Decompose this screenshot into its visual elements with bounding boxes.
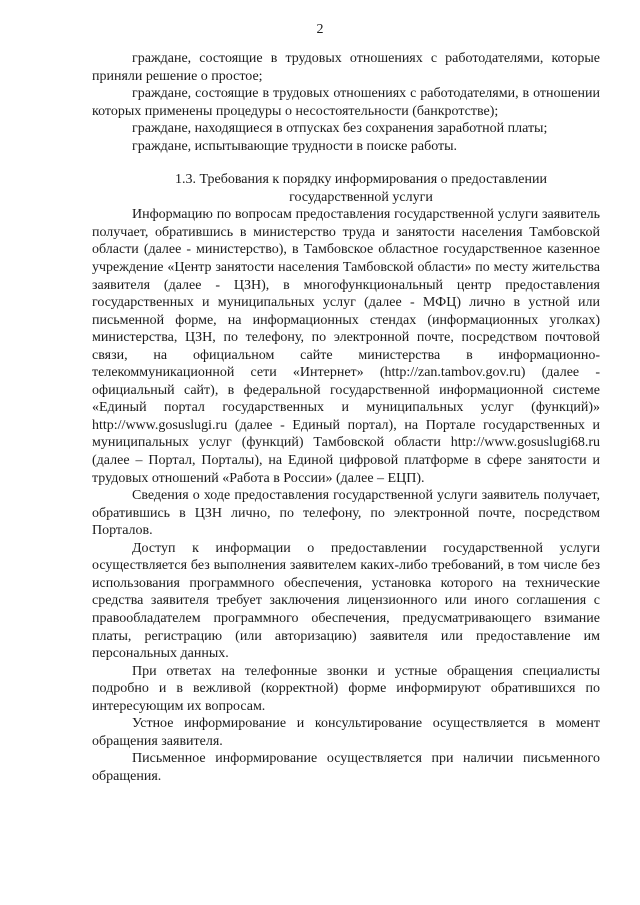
paragraph: Информацию по вопросам предоставления государственной услуги заявитель получает, обратившись в министерство труда и занятости населения Тамбовской области (далее - министерство), в Тамбовское областное государственное казенное учреждение «Центр занятости населения Тамбовской области» по месту жительства заявителя (далее - ЦЗН), в многофункциональный центр предоставления государственных и муниципальных услуг (далее - МФЦ) лично в устной или письменной форме, на информационных стендах (информационных уголках) министерства, ЦЗН, по телефону, по электронной почте, посредством почтовой связи, на официальном сайте министерства в информационно-телекоммуникационной сети «Интернет» (http://zan.tambov.gov.ru) (далее - официальный сайт), в федеральной государственной информационной системе «Единый портал государственных и муниципальных услуг (функций)» http://www.gosuslugi.ru (далее - Единый портал), на Портале государственных и муниципальных услуг (функций) Тамбовской области http://www.gosuslugi68.ru (далее – Портал, Порталы), на Единой цифровой платформе в сфере занятости и трудовых отношений «Работа в России» (далее – ЕЦП). xyxy=(92,207,600,486)
section-heading-line: государственной услуги xyxy=(289,189,433,205)
section-heading xyxy=(92,171,600,206)
paragraph: Доступ к информации о предоставлении государственной услуги осуществляется без выполнения заявителем каких-либо требований, в том числе без использования программного обеспечения, установка которого на технические средства заявителя требует заключения лицензионного или иного соглашения с правообладателем программного обеспечения, предусматривающего взимание платы, регистрацию (или авторизацию) заявителя или предоставление им персональных данных. xyxy=(92,540,600,662)
paragraph: Устное информирование и консультирование осуществляется в момент обращения заявителя. xyxy=(92,716,600,749)
list-item: граждане, находящиеся в отпусках без сохранения заработной платы; xyxy=(132,121,548,137)
paragraph: Письменное информирование осуществляется при наличии письменного обращения. xyxy=(92,751,600,784)
page-number: 2 xyxy=(316,22,324,37)
list-item: граждане, состоящие в трудовых отношениях с работодателями, которые приняли решение о простое; xyxy=(92,51,600,84)
paragraph: Сведения о ходе предоставления государственной услуги заявитель получает, обратившись в ЦЗН лично, по телефону, по электронной почте, посредством Порталов. xyxy=(92,488,600,539)
document-body xyxy=(92,50,600,785)
list-item: граждане, испытывающие трудности в поиске работы. xyxy=(132,138,458,154)
paragraph: При ответах на телефонные звонки и устные обращения специалисты подробно и в вежливой (корректной) форме информируют обратившихся по интересующим их вопросам. xyxy=(92,663,600,714)
list-item: граждане, состоящие в трудовых отношениях с работодателями, в отношении которых применены процедуры о несостоятельности (банкротстве); xyxy=(92,86,600,119)
section-heading-line: 1.3. Требования к порядку информирования о предоставлении xyxy=(175,172,547,188)
